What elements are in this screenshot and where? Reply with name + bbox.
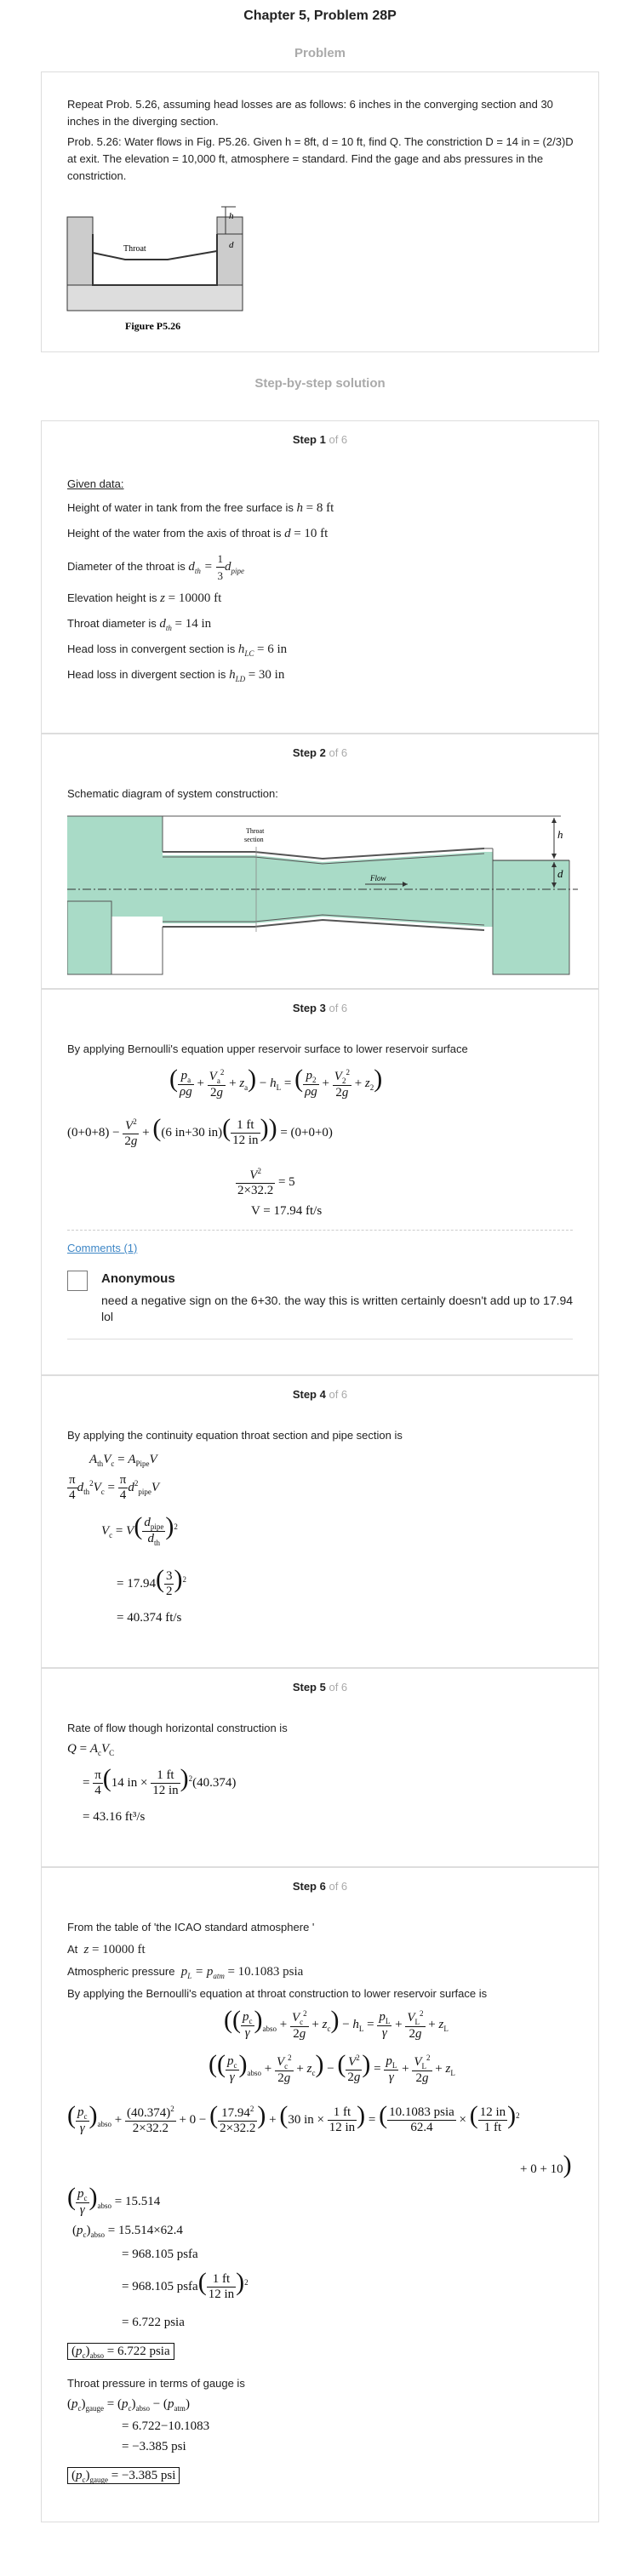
step-3-result: V = 17.94 ft/s	[251, 1204, 323, 1218]
bernoulli-eq-3: $\frac{V^2}{2\times 32.2}$ = 5	[237, 1167, 295, 1197]
given-line-6: Head loss in convergent section is $h_{LC} = 6$ in	[67, 643, 288, 658]
bernoulli-eq-1: ( $\frac{p_a}{\rho g}$ + $\frac{V_a^2}{2g}$ + $z_a) - h_L$ = ( $\frac{p_2}{\rho g}$ + $\frac{V_2^2}{2g}$ + $z_2$)	[169, 1065, 383, 1100]
throat-eq-1: (( $\frac{p_c}{\gamma}$ )$_{abso}$ + $\frac{V_c^2}{2g}$ + $z_c) - h_L$ = $\frac{p_L}{\gamma}$ + $\frac{V_L^2}{2g}$ + $z_L$	[224, 2006, 449, 2041]
given-line-1: Height of water in tank from the free surface is h = 8 ft	[67, 501, 334, 515]
step-4-card	[41, 1375, 599, 1668]
throat-eq-5: $(p_c)_{abso} = 15.514\times 62.4$	[72, 2224, 183, 2239]
continuity-eq-4: = 17.94( $\frac{3}{2}$ )$^2$	[117, 1565, 186, 1599]
given-data-heading: Given data:	[67, 477, 124, 490]
step-6-text3: Throat pressure in terms of gauge is	[67, 2377, 245, 2390]
flow-eq-1: $Q = A_cV_C$	[67, 1742, 115, 1757]
step-5-card	[41, 1668, 599, 1867]
step-6-title: Step 6 of 6	[292, 1880, 348, 1893]
system-diagram	[67, 813, 578, 980]
step-6-card	[41, 1867, 599, 2522]
step-6-text1: From the table of 'the ICAO standard atmosphere '	[67, 1921, 315, 1933]
step-5-title: Step 5 of 6	[292, 1681, 348, 1694]
problem-figure	[66, 200, 244, 336]
step-2-text: Schematic diagram of system construction:	[67, 787, 278, 800]
comments-divider	[67, 1230, 573, 1231]
throat-abs-result: $(p_c)_{abso} = 6.722$ psia	[67, 2345, 174, 2360]
diagram-label-flow: Flow	[370, 874, 386, 882]
bernoulli-eq-2: (0+0+8) − $\frac{V^2}{2g}$ + ((6 in+30 in)( $\frac{1 ft}{12 in}$ )) = (0+0+0)	[67, 1114, 333, 1149]
gauge-eq-3: = −3.385 psi	[122, 2440, 186, 2453]
step-5-text: Rate of flow though horizontal construction is	[67, 1722, 288, 1734]
figure-label-d: d	[229, 240, 234, 250]
throat-eq-2: (( $\frac{p_c}{\gamma}$ )$_{abso}$ + $\frac{V_c^2}{2g}$ + $z_c$) − ( $\frac{V^2}{2g}$ ) = $\frac{p_L}{\gamma}$ + $\frac{V_L^2}{2g}$ + $z_L$	[209, 2050, 455, 2085]
step-5-result: = 43.16 ft³/s	[83, 1810, 146, 1824]
problem-heading: Problem	[294, 46, 346, 60]
given-line-7: Head loss in divergent section is $h_{LD} = 30$ in	[67, 668, 285, 683]
comments-link[interactable]: Comments (1)	[67, 1242, 138, 1254]
diagram-label-section: section	[244, 836, 264, 843]
diagram-label-h: h	[557, 828, 563, 841]
given-line-5: Throat diameter is $d_{th} = 14$ in	[67, 617, 212, 632]
solution-heading: Step-by-step solution	[254, 376, 386, 391]
continuity-eq-1: $A_{th}V_c = A_{Pipe}V$	[89, 1453, 157, 1468]
continuity-eq-2: $\frac{\pi}{4}$ $d_{th}^2V_c$ = $\frac{\pi}{4}$ $d^2_{pipe}V$	[69, 1473, 159, 1502]
given-line-3: Diameter of the throat is $d_{th}$ = $\frac{1}{3}$ $d_{pipe}$	[67, 552, 244, 582]
gauge-result: $(p_c)_{gauge} = -3.385$ psi	[67, 2469, 180, 2484]
step-3-text: By applying Bernoulli's equation upper reservoir surface to lower reservoir surface	[67, 1042, 468, 1055]
problem-para2: Prob. 5.26: Water flows in Fig. P5.26. Given h = 8ft, d = 10 ft, find Q. The constriction D = 14 in = (2/3)D at exit. The elevation = 10,000 ft, atmosphere = standard. Find the gage and abs pressures in the constriction.	[67, 135, 574, 182]
comment-text: need a negative sign on the 6+30. the way this is written certainly doesn't add up to 17.94 lol	[101, 1294, 574, 1323]
problem-para1: Repeat Prob. 5.26, assuming head losses are as follows: 6 inches in the converging section and 30 inches in the diverging section.	[67, 98, 553, 128]
diagram-label-d: d	[557, 867, 563, 880]
given-line-4: Elevation height is z = 10000 ft	[67, 591, 222, 605]
comment-author: Anonymous	[101, 1271, 175, 1286]
throat-eq-8: = 6.722 psia	[122, 2316, 185, 2329]
step-3-card	[41, 989, 599, 1375]
problem-box	[41, 71, 599, 352]
step-3-title: Step 3 of 6	[292, 1002, 348, 1014]
flow-eq-2: = $\frac{\pi}{4}$ (14 in × $\frac{1 ft}{12 in}$ )$^2$(40.374)	[83, 1764, 237, 1798]
figure-caption: Figure P5.26	[125, 320, 181, 332]
throat-eq-7: = 968.105 psfa( $\frac{1 ft}{12 in}$ )$^2$	[122, 2268, 249, 2302]
throat-eq-6: = 968.105 psfa	[122, 2248, 198, 2261]
throat-eq-4: ( $\frac{p_c}{\gamma}$ )$_{abso} = 15.514$	[67, 2183, 161, 2217]
step-4-title: Step 4 of 6	[292, 1388, 348, 1401]
step-1-card	[41, 420, 599, 734]
figure-label-h: h	[229, 211, 234, 221]
step-2-card	[41, 734, 599, 989]
step-4-text: By applying the continuity equation throat section and pipe section is	[67, 1429, 403, 1442]
figure-label-throat: Throat	[123, 244, 146, 254]
step-6-elevation: At z = 10000 ft	[67, 1943, 146, 1956]
step-4-result: = 40.374 ft/s	[117, 1611, 182, 1625]
step-1-title: Step 1 of 6	[292, 433, 348, 446]
diagram-label-throat: Throat	[246, 827, 265, 835]
step-2-title: Step 2 of 6	[292, 746, 348, 759]
gauge-eq-1: $(p_c)_{gauge} = (p_c)_{abso} - (p_{atm})$	[67, 2397, 190, 2413]
throat-eq-3b: + 0 + 10)	[520, 2150, 572, 2179]
throat-eq-3: ( $\frac{p_c}{\gamma}$ )$_{abso}$ + $\frac{(40.374)^2}{2\times 32.2}$ + 0 − ( $\frac{17.94^2}{2\times 32.2}$ ) + (30 in × $\frac{1 ft}{12 in}$ ) = ( $\frac{\text{10.1083 psia}}{62.4}$ × ( $\frac{12 in}{1 ft}$ )$^2$	[67, 2101, 520, 2136]
page-title: Chapter 5, Problem 28P	[243, 9, 397, 23]
continuity-eq-3: $V_c = V$( $\frac{d_{pipe}}{d_{th}}$ )$^2$	[101, 1512, 178, 1548]
gauge-eq-2: = 6.722−10.1083	[122, 2419, 210, 2433]
step-6-atm: Atmospheric pressure $p_L = p_{atm} = 10.1083$ psia	[67, 1965, 304, 1980]
step-6-text2: By applying the Bernoulli's equation at throat construction to lower reservoir surface is	[67, 1987, 488, 2000]
given-line-2: Height of the water from the axis of throat is d = 10 ft	[67, 527, 329, 540]
comment-checkbox[interactable]	[67, 1271, 88, 1291]
